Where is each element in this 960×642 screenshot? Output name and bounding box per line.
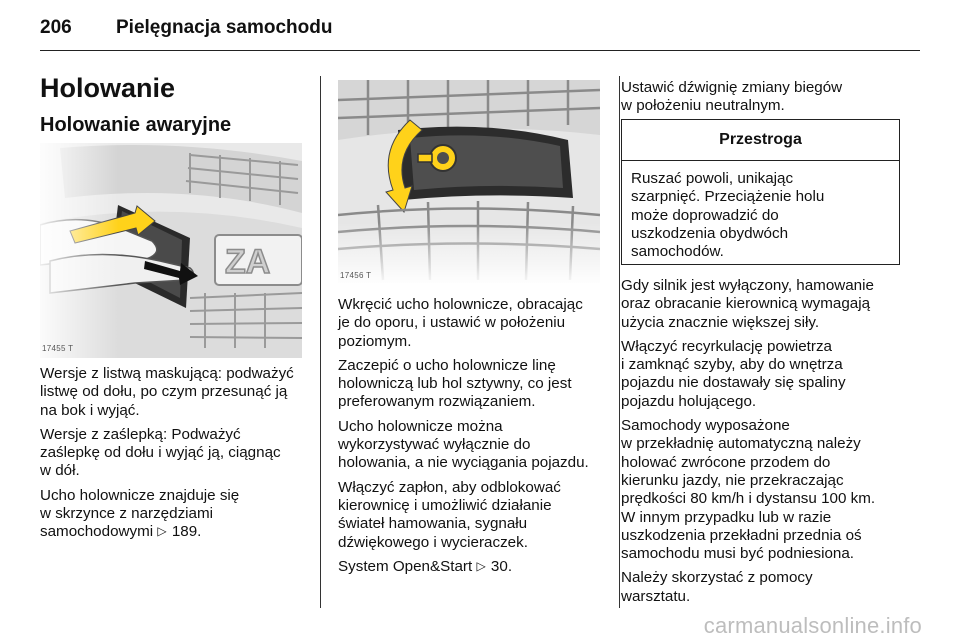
paragraph [40, 487, 315, 542]
caution-box [621, 119, 900, 265]
paragraph [621, 338, 921, 411]
text-line: w dół. [40, 462, 80, 480]
section-title: Holowanie [40, 73, 176, 103]
text-line: kierownicę i umożliwić działanie [338, 496, 552, 514]
text-line: samochodu musi być podniesiona. [621, 545, 855, 563]
text-line: preferowanym rozwiązaniem. [338, 393, 536, 411]
text-line: samochodów. [631, 243, 724, 261]
text-line: zaślepkę od dołu i wyjąć ją, ciągnąc [40, 444, 281, 462]
column-3-text [621, 277, 921, 612]
text-line: Ustawić dźwignię zmiany biegów [621, 79, 843, 96]
text-line: Wkręcić ucho holownicze, obracając [338, 296, 583, 313]
text-line: prędkości 80 km/h i dystansu 100 km. [621, 490, 876, 508]
page-ref-arrow-icon[interactable]: ▷ [157, 524, 167, 539]
page-reference[interactable]: 30. [490, 557, 513, 575]
text-line: uszkodzenia przekładni przednia oś [621, 526, 862, 544]
text-line: poziomym. [338, 332, 412, 350]
column-1-text [40, 365, 315, 548]
column-2-text [338, 296, 616, 582]
text-line: je do oporu, i ustawić w położeniu [338, 314, 566, 332]
figure-code: 17455 T [42, 344, 74, 353]
column-3-intro [621, 79, 921, 122]
page-number: 206 [40, 17, 72, 38]
column-divider-left [320, 76, 321, 608]
page-ref-arrow-icon[interactable]: ▷ [476, 558, 486, 573]
text-fragment: System Open&Start [338, 557, 473, 575]
figure-remove-cover [40, 143, 302, 358]
text-line [338, 558, 616, 576]
text-line: Samochody wyposażone [621, 417, 790, 435]
figure-remove-cover-drawing [40, 143, 302, 358]
page-reference[interactable]: 189. [171, 523, 202, 541]
text-line: dźwiękowego i wycieraczek. [338, 533, 528, 551]
text-line: świateł hamowania, sygnału [338, 515, 528, 533]
paragraph [621, 417, 921, 563]
text-line: w położeniu neutralnym. [621, 97, 785, 115]
text-line: holowniczą lub hol sztywny, co jest [338, 375, 572, 393]
text-line: Ucho holownicze znajduje się [40, 486, 240, 504]
paragraph [621, 277, 921, 332]
text-line: warsztatu. [621, 587, 691, 605]
text-line: Włączyć recyrkulację powietrza [621, 337, 832, 355]
figure-towing-eye-drawing [338, 80, 600, 283]
text-line: w przekładnię automatyczną należy [621, 435, 861, 453]
text-line: pojazdu holującego. [621, 392, 757, 410]
text-line: w skrzynce z narzędziami [40, 505, 214, 523]
text-line: holowania, a nie wyciągania pojazdu. [338, 454, 589, 472]
paragraph [338, 558, 616, 576]
text-line: Wersje z zaślepką: Podważyć [40, 425, 241, 443]
caution-title: Przestroga [622, 120, 899, 161]
subsection-title: Holowanie awaryjne [40, 114, 232, 136]
text-line: wykorzystywać wyłącznie do [338, 436, 531, 454]
text-line: kierunku jazdy, nie przekraczając [621, 471, 844, 489]
chapter-title: Pielęgnacja samochodu [116, 17, 333, 38]
text-line: Włączyć zapłon, aby odblokować [338, 478, 561, 496]
text-line: Gdy silnik jest wyłączony, hamowanie [621, 277, 874, 294]
text-line: na bok i wyjąć. [40, 401, 140, 419]
column-divider-right [619, 76, 620, 608]
text-line [40, 523, 315, 541]
caution-body [622, 161, 899, 261]
paragraph [338, 418, 616, 473]
text-line: W innym przypadku lub w razie [621, 508, 832, 526]
text-line: listwę od dołu, po czym przesunąć ją [40, 383, 288, 401]
paragraph [40, 426, 315, 481]
watermark: carmanualsonline.info [703, 613, 922, 638]
paragraph [621, 79, 921, 116]
paragraph [621, 569, 921, 606]
paragraph [338, 479, 616, 552]
text-fragment: samochodowymi [40, 523, 154, 541]
figure-towing-eye [338, 80, 600, 283]
text-line: pojazdu nie dostawały się spaliny [621, 374, 846, 392]
text-line: oraz obracanie kierownicą wymagają [621, 295, 871, 313]
paragraph [40, 365, 315, 420]
figure-code: 17456 T [340, 271, 372, 280]
text-line: Ucho holownicze można [338, 417, 503, 435]
text-line: Zaczepić o ucho holownicze linę [338, 356, 556, 374]
paragraph [338, 357, 616, 412]
text-line: użycia znacznie większej siły. [621, 313, 820, 331]
text-line: może doprowadzić do [631, 206, 779, 224]
text-line: Ruszać powoli, unikając [631, 170, 794, 187]
paragraph [338, 296, 616, 351]
text-line: i zamknąć szyby, aby do wnętrza [621, 356, 843, 374]
text-line: holować zwrócone przodem do [621, 453, 831, 471]
page-header [40, 0, 920, 51]
text-line: szarpnięć. Przeciążenie holu [631, 188, 825, 206]
text-line: Wersje z listwą maskującą: podważyć [40, 365, 294, 382]
text-line: Należy skorzystać z pomocy [621, 569, 813, 587]
text-line: uszkodzenia obydwóch [631, 224, 789, 242]
